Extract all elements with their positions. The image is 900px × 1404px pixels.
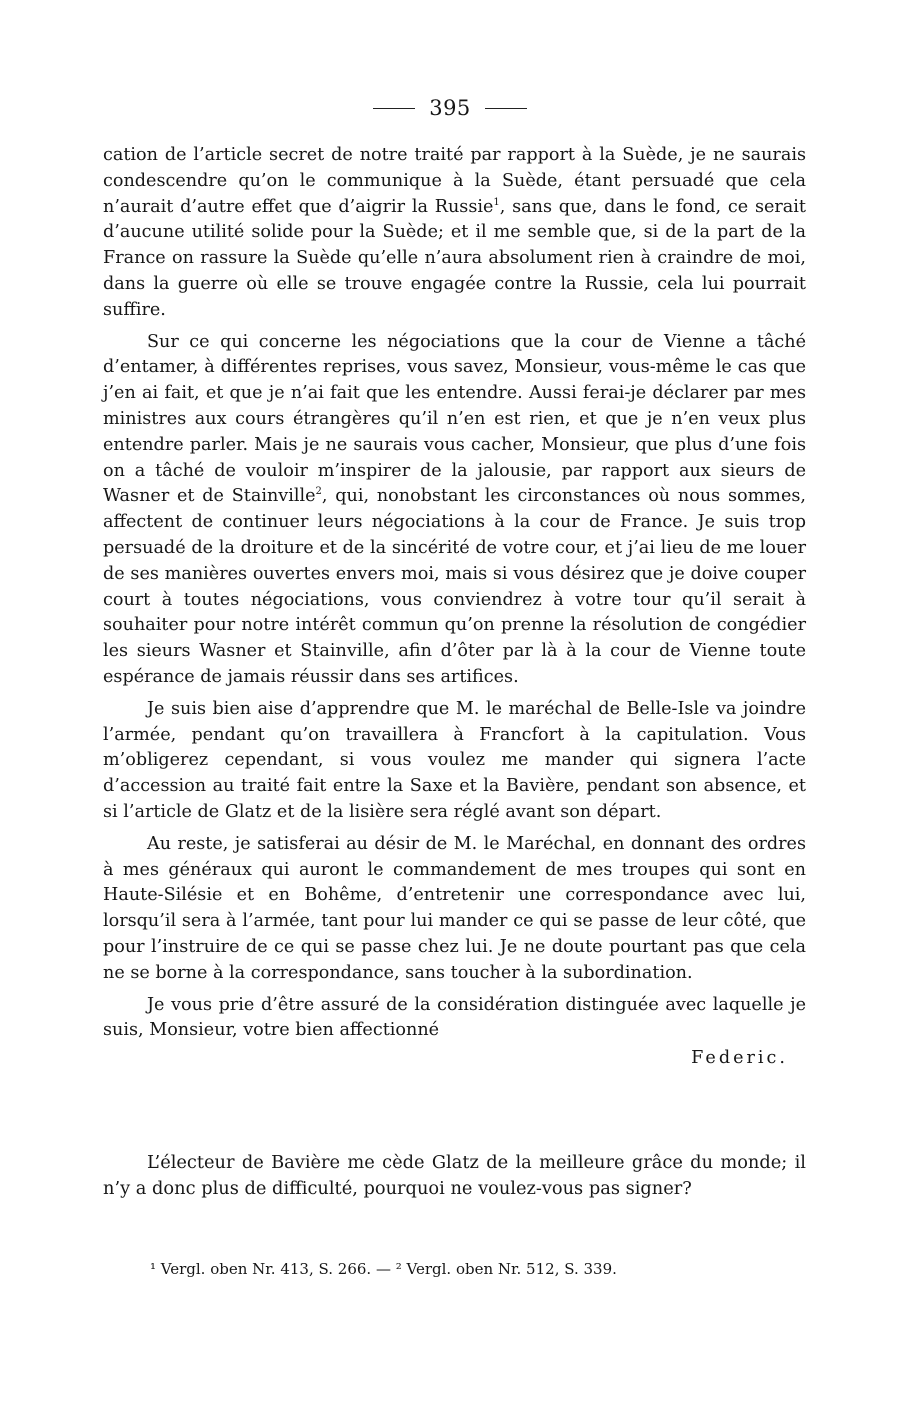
paragraph-1-text-continued: , sans que, dans le fond, ce serait d’aucune utilité solide pour la Suède; et il me semble que, si de la part de la France on rassure la Suède qu’elle n’aura absolument rien à craindre de moi, dans la guerre où elle se trouve engagée contre la Russie, cela lui pourrait suffire. (103, 196, 806, 320)
paragraph-1 (103, 143, 806, 324)
paragraph-1-text: cation de l’article secret de notre traité par rapport à la Suède, je ne saurais condescendre qu’on le communique à la Suède, étant persuadé que cela n’aurait d’autre effet que d’aigrir la Russie (103, 145, 806, 217)
left-dash-decoration (373, 108, 415, 109)
closing-paragraph (103, 993, 806, 1069)
paragraph-2-text-continued: , qui, nonobstant les circonstances où nous sommes, affectent de continuer leurs négociations à la cour de France. Je suis trop persuadé de la droiture et de la sincérité de votre cour, et j’ai lieu de me louer de ses manières ouvertes envers moi, mais si vous désirez que je doive couper court à toutes négociations, vous conviendrez à votre tour qu’il serait à souhaiter pour notre intérêt commun qu’on prenne la résolution de congédier les sieurs Wasner et Stainville, afin d’ôter par là à la cour de Vienne toute espérance de jamais réussir dans ses artifices. (103, 486, 806, 687)
footnotes (150, 1259, 810, 1279)
footnote-ref-2: 2 (315, 486, 322, 498)
footnotes-text: ¹ Vergl. oben Nr. 413, S. 266. — ² Vergl. oben Nr. 512, S. 339. (150, 1260, 617, 1278)
footnote-ref-1: 1 (493, 196, 500, 208)
page-number-value: 395 (429, 96, 471, 120)
postscript-paragraph (103, 1150, 806, 1202)
paragraph-3-text: Je suis bien aise d’apprendre que M. le maréchal de Belle-Isle va joindre l’armée, pendant qu’on travaillera à Francfort à la capitulation. Vous m’obligerez cependant, si vous voulez me mander qui signera l’acte d’accession au traité fait entre la Saxe et la Bavière, pendant son absence, et si l’article de Glatz et de la lisière sera réglé avant son départ. (103, 698, 806, 822)
postscript (103, 1150, 806, 1202)
letter-body (103, 143, 806, 1069)
page-number (0, 96, 900, 120)
postscript-text: L’électeur de Bavière me cède Glatz de la meilleure grâce du monde; il n’y a donc plus de difficulté, pourquoi ne voulez-vous pas signer? (103, 1152, 806, 1199)
paragraph-4-text: Au reste, je satisferai au désir de M. le Maréchal, en donnant des ordres à mes généraux qui auront le commandement de mes troupes qui sont en Haute-Silésie et en Bohême, d’entretenir une correspondance avec lui, lorsqu’il sera à l’armée, tant pour lui mander ce qui se passe de leur côté, que pour l’instruire de ce qui se passe chez lui. Je ne doute pourtant pas que cela ne se borne à la correspondance, sans toucher à la subordination. (103, 833, 806, 983)
signature: Federic. (691, 1048, 788, 1069)
closing-text: Je vous prie d’être assuré de la considération distinguée avec laquelle je suis, Monsieur, votre bien affectionné (103, 994, 806, 1041)
paragraph-2 (103, 330, 806, 691)
right-dash-decoration (485, 108, 527, 109)
paragraph-2-text: Sur ce qui concerne les négociations que la cour de Vienne a tâché d’entamer, à différentes reprises, vous savez, Monsieur, vous-même le cas que j’en ai fait, et que je n’ai fait que les entendre. Aussi ferai-je déclarer par mes ministres aux cours étrangères qu’il n’en est rien, et que je n’en veux plus entendre parler. Mais je ne saurais vous cacher, Monsieur, que plus d’une fois on a tâché de vouloir m’inspirer de la jalousie, par rapport aux sieurs de Wasner et de Stainville (103, 331, 806, 507)
paragraph-3 (103, 697, 806, 826)
paragraph-4 (103, 832, 806, 987)
